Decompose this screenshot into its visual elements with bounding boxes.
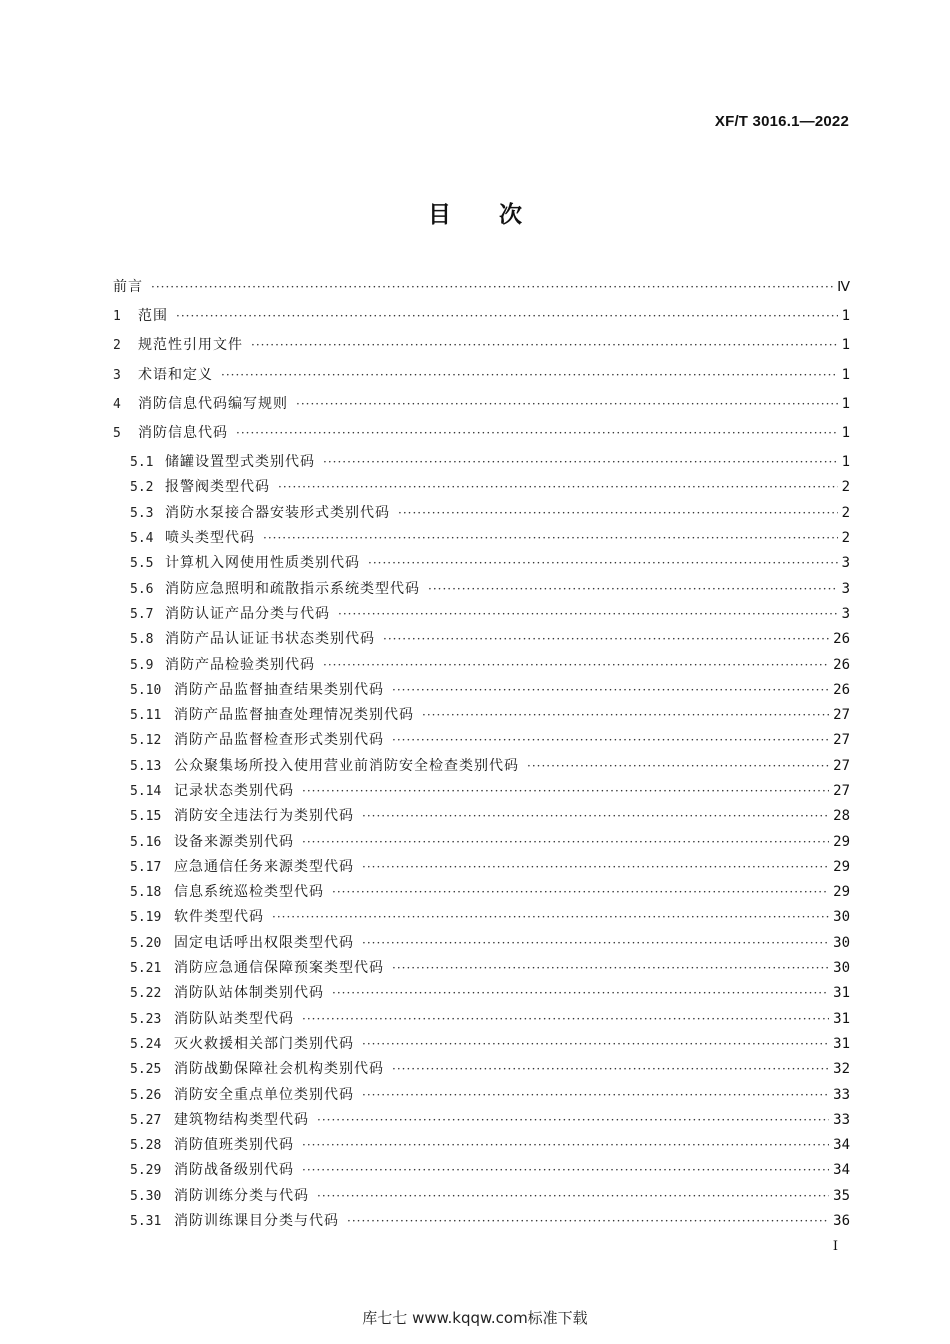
toc-entry-page: 26: [833, 681, 850, 698]
toc-leader-dots: [428, 580, 838, 598]
toc-entry[interactable]: [113, 1035, 850, 1060]
toc-entry[interactable]: [113, 605, 850, 630]
toc-entry-title: 范围: [138, 308, 168, 325]
toc-entry[interactable]: [113, 807, 850, 832]
toc-entry-number: 5.14: [130, 783, 162, 799]
toc-entry[interactable]: [113, 580, 850, 605]
toc-entry-page: 1: [841, 337, 850, 354]
toc-entry-number: 5.28: [130, 1138, 162, 1154]
toc-entry-title: 喷头类型代码: [165, 530, 255, 547]
toc-leader-dots: [323, 656, 829, 674]
toc-entry-page: 1: [841, 454, 850, 471]
toc-entry[interactable]: [113, 1111, 850, 1136]
toc-entry-title: 消防产品监督抽查结果类别代码: [174, 681, 384, 698]
toc-leader-dots: [422, 706, 829, 724]
toc-leader-dots: [368, 554, 838, 572]
toc-entry-page: 31: [833, 1010, 850, 1027]
toc-entry-title: 消防产品监督检查形式类别代码: [174, 732, 384, 749]
toc-entry-number: 5.31: [130, 1214, 162, 1230]
toc-entry-number: 5.20: [130, 935, 162, 951]
toc-entry[interactable]: [113, 959, 850, 984]
toc-entry-page: 27: [833, 757, 850, 774]
toc-entry-page: 29: [833, 833, 850, 850]
toc-entry-page: 32: [833, 1061, 850, 1078]
toc-entry-page: Ⅳ: [837, 279, 850, 295]
toc-entry-title: 软件类型代码: [174, 909, 264, 926]
toc-leader-dots: [362, 807, 829, 825]
toc-entry[interactable]: [113, 529, 850, 554]
toc-leader-dots: [236, 424, 838, 442]
toc-entry[interactable]: [113, 782, 850, 807]
toc-entry-page: 33: [833, 1111, 850, 1128]
toc-entry-number: 1: [113, 309, 121, 325]
toc-leader-dots: [362, 1086, 829, 1104]
toc-entry-number: 5.25: [130, 1062, 162, 1078]
standard-code: XF/T 3016.1—2022: [714, 113, 849, 130]
page-number: I: [832, 1239, 838, 1254]
toc-entry-number: 2: [113, 338, 121, 354]
toc-entry[interactable]: [113, 336, 850, 365]
toc-leader-dots: [302, 1161, 829, 1179]
toc-entry-page: 2: [841, 530, 850, 547]
toc-entry-title: 灭火救援相关部门类别代码: [174, 1035, 354, 1052]
toc-entry[interactable]: [113, 908, 850, 933]
toc-entry-title: 消防值班类别代码: [174, 1137, 294, 1154]
toc-entry-page: 34: [833, 1162, 850, 1179]
toc-entry-page: 35: [833, 1187, 850, 1204]
toc-entry-page: 30: [833, 934, 850, 951]
toc-leader-dots: [302, 1136, 829, 1154]
toc-entry-number: 5.13: [130, 758, 162, 774]
toc-entry[interactable]: [113, 833, 850, 858]
toc-entry[interactable]: [113, 883, 850, 908]
toc-entry-page: 1: [841, 308, 850, 325]
toc-entry-number: 5.8: [130, 632, 154, 648]
toc-entry[interactable]: [113, 1136, 850, 1161]
toc-entry-number: 5.23: [130, 1011, 162, 1027]
toc-entry-page: 31: [833, 1035, 850, 1052]
toc-entry-title: 应急通信任务来源类型代码: [174, 858, 354, 875]
toc-entry-page: 34: [833, 1137, 850, 1154]
toc-entry-number: 5.12: [130, 733, 162, 749]
toc-entry-number: 5.5: [130, 556, 154, 572]
toc-entry[interactable]: [113, 757, 850, 782]
toc-leader-dots: [302, 782, 829, 800]
toc-leader-dots: [251, 336, 838, 354]
toc-entry-title: 记录状态类别代码: [174, 782, 294, 799]
toc-entry-title: 消防信息代码: [138, 424, 228, 441]
toc-leader-dots: [398, 504, 838, 522]
toc-entry-page: 3: [841, 580, 850, 597]
toc-entry-number: 5.7: [130, 606, 154, 622]
toc-leader-dots: [362, 1035, 829, 1053]
toc-entry-page: 3: [841, 605, 850, 622]
toc-entry-title: 储罐设置型式类别代码: [165, 454, 315, 471]
toc-leader-dots: [263, 529, 838, 547]
toc-entry-page: 26: [833, 631, 850, 648]
toc-entry-title: 消防战勤保障社会机构类别代码: [174, 1061, 384, 1078]
toc-entry[interactable]: [113, 395, 850, 424]
toc-entry-number: 5.18: [130, 885, 162, 901]
toc-leader-dots: [221, 366, 838, 384]
toc-leader-dots: [302, 1010, 829, 1028]
toc-entry[interactable]: [113, 1187, 850, 1212]
toc-entry[interactable]: [113, 1010, 850, 1035]
toc-entry[interactable]: [113, 424, 850, 453]
toc-entry-title: 公众聚集场所投入使用营业前消防安全检查类别代码: [174, 757, 519, 774]
toc-entry-title: 消防产品检验类别代码: [165, 656, 315, 673]
toc-entry[interactable]: [113, 1060, 850, 1085]
toc-entry-title: 消防应急通信保障预案类型代码: [174, 960, 384, 977]
toc-entry-page: 33: [833, 1086, 850, 1103]
toc-entry-page: 27: [833, 732, 850, 749]
toc-entry-title: 消防训练课目分类与代码: [174, 1213, 339, 1230]
toc-leader-dots: [176, 307, 838, 325]
toc-entry[interactable]: [113, 984, 850, 1009]
toc-entry-number: 5.2: [130, 480, 154, 496]
toc-entry[interactable]: [113, 858, 850, 883]
toc-leader-dots: [338, 605, 838, 623]
toc-entry[interactable]: [113, 731, 850, 756]
toc-entry[interactable]: [113, 307, 850, 336]
toc-entry-title: 规范性引用文件: [138, 337, 243, 354]
toc-entry-title: 设备来源类别代码: [174, 833, 294, 850]
toc-entry-number: 5: [113, 425, 121, 441]
toc-entry-title: 消防安全重点单位类别代码: [174, 1086, 354, 1103]
toc-entry-page: 29: [833, 884, 850, 901]
toc-entry-title: 消防训练分类与代码: [174, 1187, 309, 1204]
toc-entry-title: 信息系统巡检类型代码: [174, 884, 324, 901]
toc-entry-page: 3: [841, 555, 850, 572]
toc-leader-dots: [392, 731, 829, 749]
toc-leader-dots: [383, 630, 829, 648]
toc-entry-number: 5.22: [130, 986, 162, 1002]
toc-entry-number: 5.21: [130, 961, 162, 977]
toc-entry[interactable]: [113, 934, 850, 959]
toc-entry[interactable]: [113, 1086, 850, 1111]
toc-entry-page: 27: [833, 707, 850, 724]
toc-leader-dots: [362, 934, 829, 952]
toc-entry[interactable]: [113, 554, 850, 579]
toc-entry[interactable]: [113, 453, 850, 478]
toc-leader-dots: [317, 1111, 829, 1129]
toc-entry-number: 5.17: [130, 859, 162, 875]
toc-entry-number: 3: [113, 367, 121, 383]
toc-entry-page: 30: [833, 909, 850, 926]
toc-entry-page: 28: [833, 808, 850, 825]
toc-leader-dots: [332, 883, 829, 901]
toc-entry-title: 固定电话呼出权限类型代码: [174, 934, 354, 951]
toc-leader-dots: [317, 1187, 829, 1205]
toc-leader-dots: [392, 681, 829, 699]
toc-leader-dots: [347, 1212, 829, 1230]
toc-entry[interactable]: [113, 366, 850, 395]
toc-entry-title: 消防队站体制类别代码: [174, 985, 324, 1002]
toc-entry-title: 消防水泵接合器安装形式类别代码: [165, 504, 390, 521]
toc-entry-title: 消防产品监督抽查处理情况类别代码: [174, 707, 414, 724]
toc-entry-title: 消防产品认证证书状态类别代码: [165, 631, 375, 648]
toc-entry-title: 报警阀类型代码: [165, 479, 270, 496]
toc-entry[interactable]: [113, 681, 850, 706]
page-title: 目次: [428, 202, 570, 228]
toc-leader-dots: [392, 959, 829, 977]
toc-entry-title: 消防信息代码编写规则: [138, 395, 288, 412]
toc-entry-number: 5.16: [130, 834, 162, 850]
toc-entry[interactable]: [113, 656, 850, 681]
toc-entry-number: 5.29: [130, 1163, 162, 1179]
toc-entry-page: 29: [833, 858, 850, 875]
toc-leader-dots: [272, 908, 829, 926]
toc-entry-number: 5.4: [130, 531, 154, 547]
toc-entry-page: 2: [841, 504, 850, 521]
toc-entry-number: 5.11: [130, 708, 162, 724]
toc-entry-number: 4: [113, 396, 121, 412]
toc-entry[interactable]: [113, 1161, 850, 1186]
toc-leader-dots: [362, 858, 829, 876]
toc-entry[interactable]: [113, 478, 850, 503]
toc-leader-dots: [151, 278, 833, 296]
toc-entry[interactable]: [113, 1212, 850, 1237]
toc-entry-number: 5.27: [130, 1112, 162, 1128]
toc-entry-title: 消防战备级别代码: [174, 1162, 294, 1179]
toc-entry-number: 5.19: [130, 910, 162, 926]
toc-entry[interactable]: [113, 278, 850, 307]
toc-entry-page: 27: [833, 782, 850, 799]
toc-entry-number: 5.10: [130, 682, 162, 698]
toc-entry-number: 5.30: [130, 1188, 162, 1204]
toc-entry-number: 5.26: [130, 1087, 162, 1103]
toc-entry-number: 5.1: [130, 455, 154, 471]
toc-entry-page: 1: [841, 366, 850, 383]
table-of-contents: [113, 278, 850, 1237]
toc-entry-title: 建筑物结构类型代码: [174, 1111, 309, 1128]
toc-entry-number: 5.24: [130, 1036, 162, 1052]
toc-entry-page: 30: [833, 960, 850, 977]
toc-entry-page: 2: [841, 479, 850, 496]
toc-leader-dots: [527, 757, 829, 775]
toc-entry-page: 1: [841, 395, 850, 412]
toc-entry-page: 31: [833, 985, 850, 1002]
toc-entry-page: 26: [833, 656, 850, 673]
watermark-text: 库七七 www.kqqw.com标准下载: [362, 1309, 588, 1327]
toc-leader-dots: [302, 833, 829, 851]
toc-leader-dots: [392, 1060, 829, 1078]
toc-leader-dots: [296, 395, 838, 413]
toc-entry-number: 5.9: [130, 657, 154, 673]
toc-entry[interactable]: [113, 630, 850, 655]
toc-entry-page: 36: [833, 1213, 850, 1230]
toc-leader-dots: [278, 478, 838, 496]
toc-entry-title: 消防认证产品分类与代码: [165, 605, 330, 622]
toc-entry-title: 消防安全违法行为类别代码: [174, 808, 354, 825]
toc-entry-title: 消防队站类型代码: [174, 1010, 294, 1027]
toc-entry-title: 消防应急照明和疏散指示系统类型代码: [165, 580, 420, 597]
toc-entry-number: 5.6: [130, 581, 154, 597]
toc-entry[interactable]: [113, 706, 850, 731]
toc-entry-title: 术语和定义: [138, 366, 213, 383]
toc-entry-number: 5.15: [130, 809, 162, 825]
toc-leader-dots: [332, 984, 829, 1002]
toc-entry-number: 5.3: [130, 505, 154, 521]
toc-entry-page: 1: [841, 424, 850, 441]
toc-entry-title: 计算机入网使用性质类别代码: [165, 555, 360, 572]
toc-leader-dots: [323, 453, 838, 471]
toc-entry-title: 前言: [113, 279, 143, 295]
toc-entry[interactable]: [113, 504, 850, 529]
